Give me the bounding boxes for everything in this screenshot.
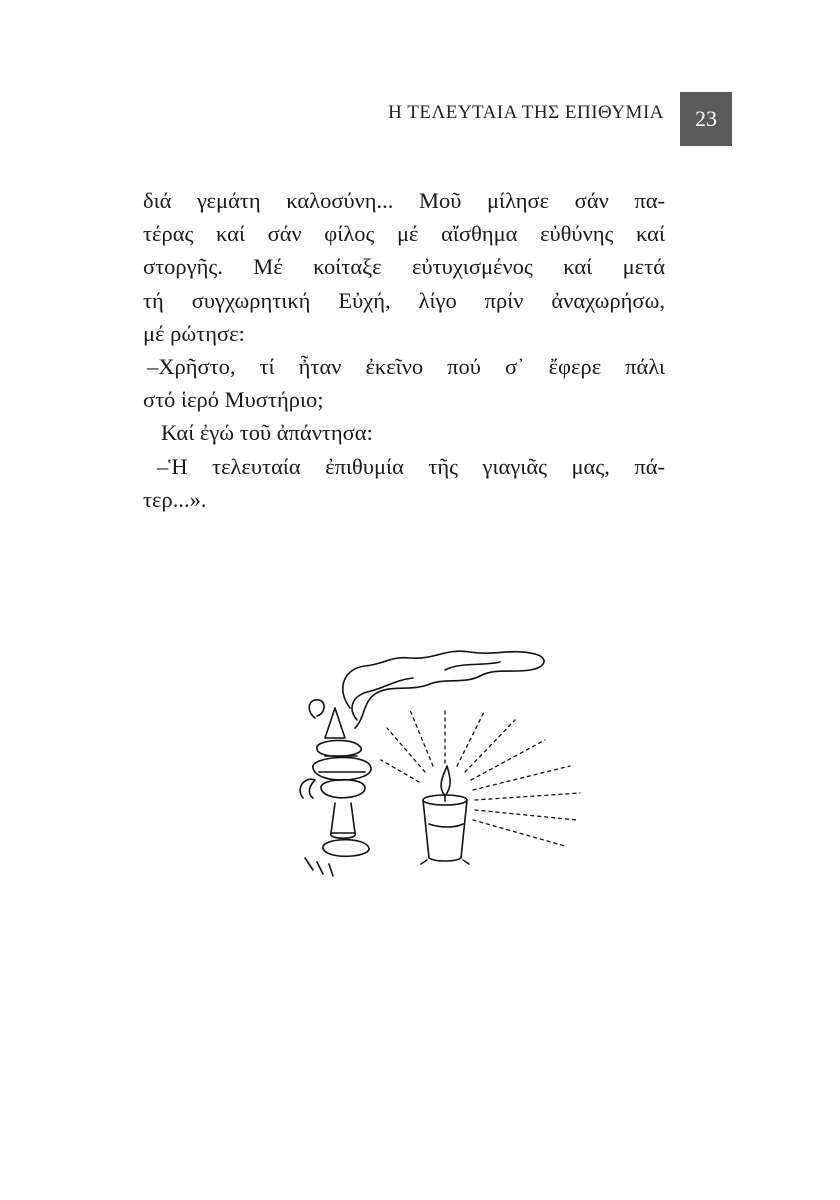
running-head: Η ΤΕΛΕΥΤΑΙΑ ΤΗΣ ΕΠΙΘΥΜΙΑ [388, 102, 664, 123]
text-line: –Ἡ τελευταία ἐπιθυμία τῆς γιαγιᾶς μας, πά- [157, 453, 665, 479]
text-line: τή συγχωρητική Εὐχή, λίγο πρίν ἀναχωρήσω, [143, 287, 665, 313]
text-line: τέρας καί σάν φίλος μέ αἴσθημα εὐθύνης καί [143, 221, 665, 247]
page-number: 23 [680, 92, 732, 146]
text-line: –Χρῆστο, τί ἦταν ἐκεῖνο πού σ᾽ ἔφερε πάλι [147, 354, 665, 380]
text-line: Καί ἐγώ τοῦ ἀπάντησα: [161, 420, 373, 446]
text-line: στοργῆς. Μέ κοίταξε εὐτυχισμένος καί μετά [143, 254, 665, 280]
censer-icon [325, 708, 345, 738]
flame-icon [441, 766, 450, 796]
text-line: στό ἱερό Μυστήριο; [143, 387, 324, 413]
text-line: διά γεμάτη καλοσύνη... Μοῦ μίλησε σάν πα- [143, 188, 665, 213]
body-text [143, 184, 665, 516]
text-line: τερ...». [143, 486, 207, 512]
censer-and-candle-illustration [295, 648, 590, 888]
candle-glass-icon [423, 800, 467, 861]
text-line: μέ ρώτησε: [143, 320, 245, 346]
